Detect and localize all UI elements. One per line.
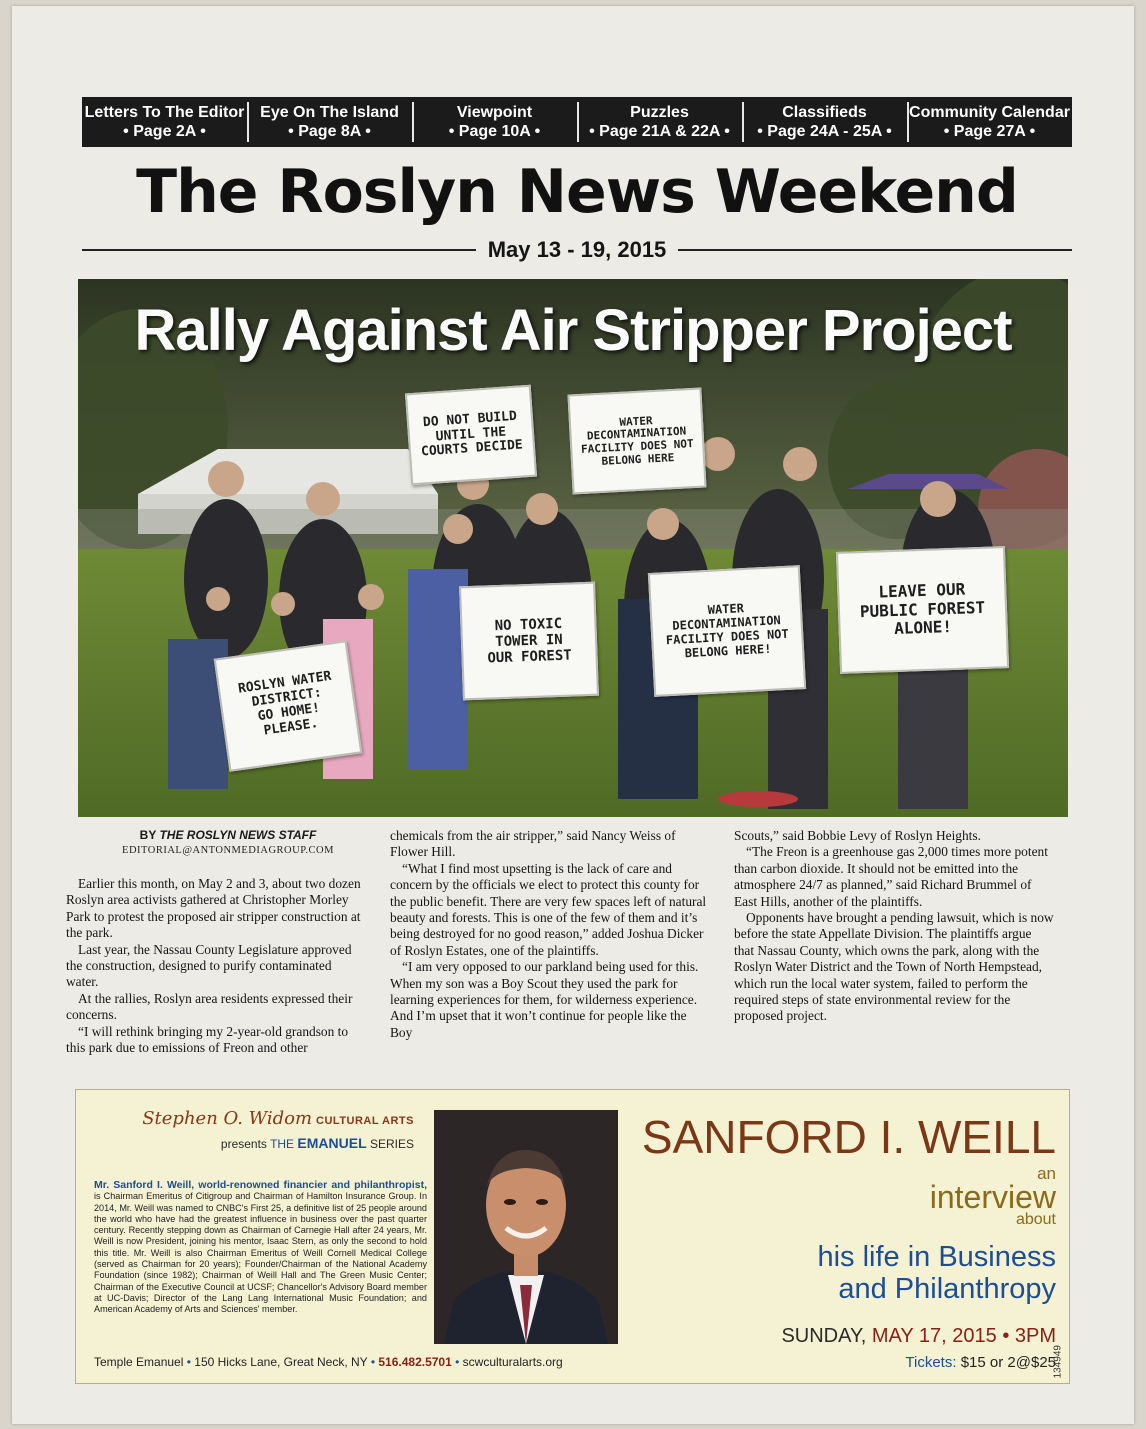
protest-sign-water-1: WATER DECONTAMINATION FACILITY DOES NOT BELONG HERE bbox=[567, 388, 706, 495]
ad-tickets bbox=[641, 1354, 1056, 1371]
ad-phone[interactable]: 516.482.5701 bbox=[378, 1355, 452, 1369]
article-column-1 bbox=[66, 876, 366, 1056]
byline-email[interactable]: EDITORIAL@ANTONMEDIAGROUP.COM bbox=[122, 845, 334, 856]
byline bbox=[98, 828, 358, 856]
ad-brand bbox=[94, 1108, 414, 1151]
dateline bbox=[82, 236, 1072, 264]
ad-topic-line-1: his life in Business bbox=[817, 1241, 1056, 1273]
nav-page: • Page 10A • bbox=[448, 123, 541, 140]
protest-sign-water-2: WATER DECONTAMINATION FACILITY DOES NOT BELONG HERE! bbox=[648, 565, 806, 697]
ad-bio-lead: Mr. Sanford I. Weill, world-renowned financier and philanthropist, bbox=[94, 1179, 427, 1191]
ad-brand-script: Stephen O. Widom bbox=[142, 1108, 313, 1129]
nav-letters-to-editor[interactable] bbox=[82, 97, 247, 147]
nav-page: • Page 21A & 22A • bbox=[589, 123, 730, 140]
ad-address: 150 Hicks Lane, Great Neck, NY bbox=[194, 1355, 368, 1369]
portrait-illustration bbox=[434, 1110, 618, 1344]
nav-classifieds[interactable] bbox=[742, 97, 907, 147]
article-paragraph: Opponents have brought a pending lawsuit, which is now before the state Appellate Division. The plaintiffs argue that Nassau County, which owns the park, along with the Roslyn Water District and the Town of North Hempstead, which run the local water system, failed to perform the required steps of state environmental review for the proposed project. bbox=[734, 910, 1054, 1024]
nav-page: • Page 27A • bbox=[943, 123, 1036, 140]
ad-date: MAY 17, 2015 bbox=[871, 1325, 997, 1347]
nav-title: Letters To The Editor bbox=[84, 104, 245, 121]
dateline-rule bbox=[678, 249, 1072, 251]
ad-an: an bbox=[1037, 1164, 1056, 1183]
article-column-2 bbox=[390, 828, 710, 1041]
nav-page: • Page 24A - 25A • bbox=[757, 123, 892, 140]
nav-title: Viewpoint bbox=[456, 104, 533, 121]
nav-page: • Page 8A • bbox=[288, 123, 371, 140]
nav-page: • Page 2A • bbox=[123, 123, 206, 140]
ad-venue: Temple Emanuel bbox=[94, 1355, 184, 1369]
byline-staff: THE ROSLYN NEWS STAFF bbox=[159, 828, 317, 842]
ad-day: SUNDAY, bbox=[781, 1325, 867, 1347]
photo-headline: Rally Against Air Stripper Project bbox=[134, 298, 1012, 363]
article-paragraph: At the rallies, Roslyn area residents expressed their concerns. bbox=[66, 990, 353, 1023]
ad-portrait bbox=[434, 1110, 618, 1344]
nav-title: Puzzles bbox=[630, 104, 689, 121]
ad-topic-line-2: and Philanthropy bbox=[838, 1273, 1056, 1305]
nav-title: Classifieds bbox=[782, 104, 867, 121]
ad-tickets-label: Tickets: bbox=[905, 1354, 957, 1371]
ad-time: • 3PM bbox=[1002, 1325, 1056, 1347]
nav-title: Eye On The Island bbox=[260, 104, 399, 121]
protest-sign-go-home: ROSLYN WATER DISTRICT: GO HOME! PLEASE. bbox=[214, 640, 363, 772]
nav-community-calendar[interactable] bbox=[907, 97, 1072, 147]
article-paragraph: chemicals from the air stripper,” said Nancy Weiss of Flower Hill. bbox=[390, 828, 676, 860]
ad-event-info bbox=[641, 1112, 1056, 1371]
article-column-3 bbox=[734, 828, 1054, 1025]
dateline-rule bbox=[82, 249, 476, 251]
article-paragraph: Last year, the Nassau County Legislature approved the construction, designed to purify contaminated water. bbox=[66, 941, 352, 990]
ad-bio-body: is Chairman Emeritus of Citigroup and Chairman of Hamilton Insurance Group. In 2014, Mr. Weill was named to CNBC's First 25, a definitive list of 25 people around the world who have had the greatest influence in business over the past quarter century. Recently stepping down as Chairman of Carnegie Hall after 24 years, Mr. Weill is now President, joining his mentor, Isaac Stern, as only the second to hold this title. Mr. Weill is also Chairman Emeritus of Weill Cornell Medical College (served as Chairman for 20 years); Founder/Chairman of the National Academy Foundation (since 1982); Chairman of Weill Hall and The Green Music Center; Chairman of the Executive Council at UCSF; Chancellor's Advisory Board member at UC-Davis; Director of the Lang Lang International Music Foundation; and American Academy of Arts and Sciences' member. bbox=[94, 1191, 427, 1315]
section-index-bar bbox=[82, 97, 1072, 147]
ad-the: THE bbox=[270, 1137, 295, 1151]
protest-sign-forest: LEAVE OUR PUBLIC FOREST ALONE! bbox=[836, 546, 1009, 674]
byline-prefix: BY bbox=[139, 828, 157, 842]
nav-puzzles[interactable] bbox=[577, 97, 742, 147]
rally-photo bbox=[78, 279, 1068, 817]
article-paragraph: “What I find most upsetting is the lack of care and concern by the officials we elect to protect this county for the public benefit. There are very few spaces left of natural beauty and forests. This is one of the few of them and it’s being destroyed for no good reason,” added Joshua Dicker of Roslyn Estates, one of the plaintiffs. bbox=[390, 860, 707, 958]
nav-title: Community Calendar bbox=[909, 104, 1070, 121]
ad-about: about bbox=[1015, 1211, 1056, 1228]
ad-series-word: SERIES bbox=[369, 1137, 414, 1151]
nav-eye-on-island[interactable] bbox=[247, 97, 412, 147]
article-paragraph: “The Freon is a greenhouse gas 2,000 times more potent than carbon dioxide. It should not be emitted into the atmosphere 24/7 as planned,” said Richard Brummel of East Hills, another of the plaintiffs. bbox=[734, 844, 1048, 909]
article-paragraph: “I am very opposed to our parkland being used for this. When my son was a Boy Scout they used the park for learning experiences for them, for wilderness experience. And I’m upset that it won’t continue for people like the Boy bbox=[390, 959, 699, 1040]
nav-viewpoint[interactable] bbox=[412, 97, 577, 147]
article-paragraph: Earlier this month, on May 2 and 3, about two dozen Roslyn area activists gathered at Christopher Morley Park to protest the proposed air stripper construction at the park. bbox=[66, 876, 361, 941]
ad-series-name: EMANUEL bbox=[297, 1135, 367, 1151]
article-paragraph: “I will rethink bringing my 2-year-old grandson to this park due to emissions of Freon and other bbox=[66, 1023, 349, 1056]
protest-sign-courts: DO NOT BUILD UNTIL THE COURTS DECIDE bbox=[405, 385, 537, 486]
ad-bio bbox=[94, 1180, 427, 1316]
masthead-title: The Roslyn News Weekend bbox=[136, 157, 1018, 227]
protest-sign-no-toxic: NO TOXIC TOWER IN OUR FOREST bbox=[459, 582, 599, 701]
ad-tickets-price: $15 or 2@$25 bbox=[960, 1354, 1056, 1371]
newspaper-page bbox=[12, 6, 1134, 1424]
ad-website[interactable]: scwculturalarts.org bbox=[462, 1355, 563, 1369]
article-paragraph: Scouts,” said Bobbie Levy of Roslyn Heights. bbox=[734, 828, 981, 843]
issue-date: May 13 - 19, 2015 bbox=[487, 237, 667, 262]
ad-brand-cultural: CULTURAL ARTS bbox=[316, 1115, 414, 1127]
advertisement-emanuel-series bbox=[75, 1089, 1070, 1384]
ad-speaker-name: SANFORD I. WEILL bbox=[641, 1111, 1056, 1163]
ad-presents: presents bbox=[220, 1137, 267, 1151]
ad-code: 134949 bbox=[1052, 1345, 1063, 1379]
ad-interview: interview bbox=[929, 1179, 1056, 1215]
ad-event-date bbox=[641, 1325, 1056, 1348]
ad-footer: Temple Emanuel • 150 Hicks Lane, Great Neck, NY • 516.482.5701 • scwculturalarts.org bbox=[94, 1355, 563, 1369]
